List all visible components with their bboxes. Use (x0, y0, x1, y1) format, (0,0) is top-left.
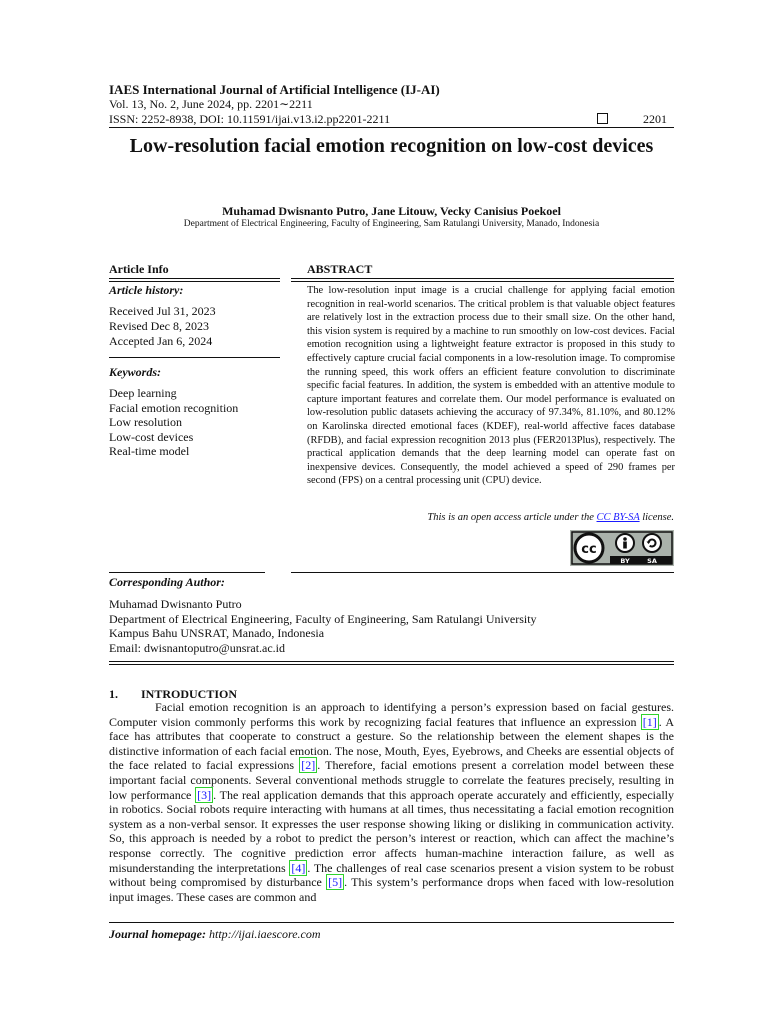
corresponding-divider-right (291, 572, 674, 573)
intro-text-part: . The challenges of real case scenarios present a vision system to be robust without being compromised by disturbance (109, 860, 675, 890)
square-icon (597, 113, 608, 124)
keywords-heading: Keywords: (109, 365, 161, 379)
keyword-item: Low resolution (109, 415, 182, 429)
section-title: INTRODUCTION (141, 687, 238, 701)
badge-label-strip (610, 556, 672, 564)
footer-divider (109, 922, 674, 923)
intro-text-part: . The real application demands that this approach operate accurately and efficiently, especially in robotics. Social robots require interacting with humans at all times, thus necessitating a facial emotion recognition system as a non-verbal sensor. It expresses the user response showing liking or disliking in communication activity. So, this approach is needed by a robot to predict the person’s interest or reaction, which can affect the machine’s response correctly. The cognitive prediction error affects human-machine interaction failure, as well as misunderstanding the interpretations (109, 787, 674, 875)
citation-link[interactable]: [2] (301, 758, 316, 773)
person-head (623, 537, 627, 541)
section-number: 1. (109, 687, 118, 701)
corresponding-email: Email: dwisnantoputro@unsrat.ac.id (109, 640, 286, 655)
issn-doi-line: ISSN: 2252-8938, DOI: 10.11591/ijai.v13.i2.pp2201-2211 (109, 112, 391, 126)
by-label: BY (620, 557, 630, 565)
article-info-divider (109, 278, 280, 282)
corresponding-author-heading: Corresponding Author: (109, 575, 225, 589)
abstract-divider (291, 278, 674, 282)
accepted-date: Accepted Jan 6, 2024 (109, 334, 213, 348)
intro-text-part: . A face has attributes that cooperate to construct a gesture. So the relationship between the element shapes is the distinctive information of each facial emotion. The nose, Mouth, Eyes, Eyebrows, and Cheeks are essential objects of the face related to facial expressions (109, 714, 674, 773)
corresponding-name: Muhamad Dwisnanto Putro (109, 597, 242, 611)
keywords-divider (109, 357, 280, 358)
open-access-notice (400, 512, 674, 523)
homepage-url[interactable]: http://ijai.iaescore.com (206, 927, 321, 941)
article-info-heading: Article Info (109, 262, 169, 276)
share-alike-icon (643, 534, 661, 552)
intro-text-part: Facial emotion recognition is an approach to identifying a person’s expression based on facial gestures. Computer vision commonly performs this work by recognizing facial features that influence an expression (109, 700, 674, 729)
header-divider (109, 127, 674, 128)
article-history-heading: Article history: (109, 283, 184, 297)
person-body (623, 542, 627, 549)
keyword-item: Deep learning (109, 386, 177, 400)
open-access-suffix: license. (639, 512, 674, 523)
keyword-item: Low-cost devices (109, 429, 194, 444)
cc-by-sa-link[interactable]: CC BY-SA (596, 512, 640, 523)
received-date: Received Jul 31, 2023 (109, 304, 216, 318)
introduction-paragraph (109, 700, 674, 904)
corresponding-divider-left (109, 572, 265, 573)
homepage-label: Journal homepage: (109, 927, 207, 941)
volume-line: Vol. 13, No. 2, June 2024, pp. 2201∼2211 (109, 97, 313, 111)
citation-link[interactable]: [4] (291, 860, 306, 875)
page-number: 2201 (643, 112, 667, 126)
intro-text-part: . Therefore, facial emotions present a correlation model between these important facial components. Several conventional methods struggle to correlate the features precisely, resulting in low performance (109, 758, 674, 802)
author-list: Muhamad Dwisnanto Putro, Jane Litouw, Vecky Canisius Poekoel (222, 204, 561, 218)
front-matter-divider (109, 661, 674, 665)
corresponding-author-block (109, 597, 537, 655)
citation-link[interactable]: [3] (197, 787, 212, 802)
journal-name: IAES International Journal of Artificial Intelligence (IJ-AI) (109, 82, 440, 97)
abstract-text: The low-resolution input image is a crucial challenge for applying facial emotion recognition in real-world scenarios. The critical problem is that valuable object features are relatively lost in the extraction process due to their small size. On the other hand, this vision system is required by a machine to run smoothly on low-cost devices. Facial emotion recognition using a lightweight feature extractor is proposed in this study to effectively capture crucial facial components in a low-resolution image. To compromise the running speed, this work offers an efficient feature convolution to discriminate specific facial features. In addition, the system is embedded with an attentive module to capture important features and correlate them. Our model performance is evaluated on low-resolution public datasets achieving the accuracy of 97.34%, 81.10%, and 80.12% on Karolinska directed emotional faces (KDEF), real-world affective faces database (RFDB), and facial expression recognition 2013 plus (FER2013Plus), respectively. The practical application demands that the deep learning model can operate fast on inexpensive devices. Consequently, the model achieved a speed of 290 frames per second (FPS) on a central processing unit (CPU) device. (307, 285, 675, 487)
author-affiliation: Department of Electrical Engineering, Faculty of Engineering, Sam Ratulangi University, Manado, Indonesia (183, 219, 600, 229)
journal-homepage-footer (109, 927, 321, 942)
keywords-list (109, 386, 238, 459)
keyword-item: Real-time model (109, 444, 190, 458)
corresponding-department: Department of Electrical Engineering, Faculty of Engineering, Sam Ratulangi University (109, 611, 537, 626)
keyword-item: Facial emotion recognition (109, 400, 239, 415)
citation-link[interactable]: [1] (642, 714, 657, 729)
sa-label: SA (647, 557, 657, 565)
intro-text-part: . This system’s performance drops when faced with low-resolution input images. These cases are common and (109, 875, 674, 904)
revised-date: Revised Dec 8, 2023 (109, 319, 209, 333)
citation-link[interactable]: [5] (328, 875, 343, 890)
cc-by-sa-license-badge[interactable] (570, 530, 674, 566)
open-access-prefix: This is an open access article under the (427, 512, 597, 523)
corresponding-address: Kampus Bahu UNSRAT, Manado, Indonesia (109, 626, 325, 640)
abstract-heading: ABSTRACT (307, 262, 373, 276)
paper-title: Low-resolution facial emotion recognition on low-cost devices (129, 135, 654, 157)
cc-logo-text: cc (581, 542, 597, 557)
